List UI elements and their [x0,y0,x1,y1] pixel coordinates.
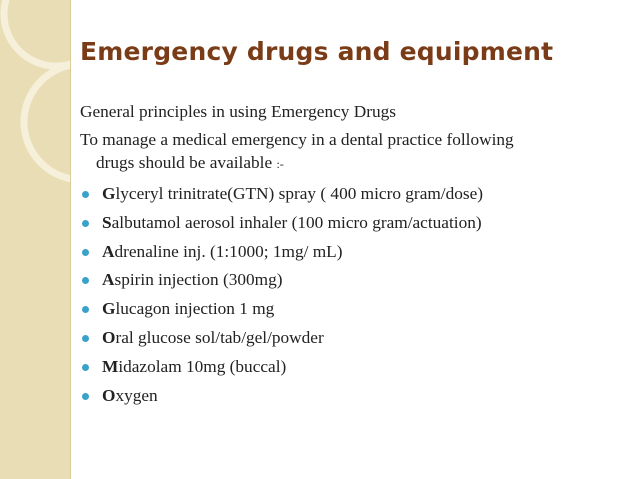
bullet-dot-icon [82,364,89,371]
list-item: Glyceryl trinitrate(GTN) spray ( 400 micro gram/dose) [80,180,628,209]
list-item: Adrenaline inj. (1:1000; 1mg/ mL) [80,238,628,267]
slide-title: Emergency drugs and equipment [80,37,554,66]
bullet-dot-icon [82,191,89,198]
bullet-dot-icon [82,393,89,400]
decorative-sidebar [0,0,71,479]
list-item: Midazolam 10mg (buccal) [80,353,628,382]
bullet-dot-icon [82,306,89,313]
bullet-dot-icon [82,277,89,284]
drug-list [80,180,628,410]
list-item: Oral glucose sol/tab/gel/powder [80,324,628,353]
instruction-line-continued: drugs should be available :- [96,153,284,172]
list-item: Aspirin injection (300mg) [80,266,628,295]
bullet-dot-icon [82,249,89,256]
instruction-line: To manage a medical emergency in a dental practice following [80,130,514,149]
slide-body [80,100,628,410]
list-item: Oxygen [80,382,628,411]
list-item: Salbutamol aerosol inhaler (100 micro gram/actuation) [80,209,628,238]
bullet-dot-icon [82,220,89,227]
bullet-dot-icon [82,335,89,342]
underlined-word: principles [139,102,208,121]
list-item: Glucagon injection 1 mg [80,295,628,324]
intro-line: General principles in using Emergency Drugs [80,102,396,121]
decorative-circles-icon [0,0,70,479]
